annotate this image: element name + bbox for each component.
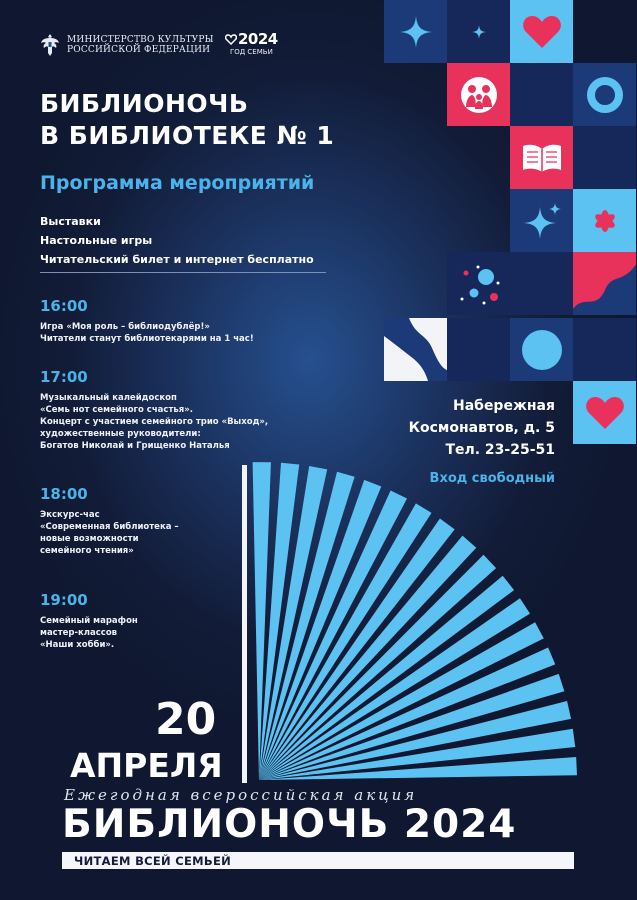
- address-line-2: Космонавтов, д. 5: [408, 420, 555, 436]
- slogan: ЧИТАЕМ ВСЕЙ СЕМЬЕЙ: [74, 854, 232, 868]
- title-line-1: БИБЛИОНОЧЬ: [40, 89, 249, 118]
- event-date-day: 20: [155, 694, 217, 745]
- program-subtitle: Программа мероприятий: [40, 172, 315, 194]
- free-entry-label: Вход свободный: [429, 471, 555, 486]
- event-description: Музыкальный калейдоскоп «Семь нот семейного счастья». Концерт с участием семейного трио «Выход», художественные руководители: Богатов Николай и Грищенко Наталья: [40, 393, 269, 451]
- ministry-name-line2: РОССИЙСКОЙ ФЕДЕРАЦИИ: [67, 45, 211, 55]
- event-description: Экскурс-час «Современная библиотека – новые возможности семейного чтения»: [40, 510, 179, 556]
- event-time: 16:00: [40, 297, 88, 315]
- annual-action-label: Ежегодная всероссийская акция: [64, 786, 418, 804]
- year-logo-text: 2024: [238, 30, 278, 48]
- event-description: Игра «Моя роль – библиодублёр!» Читатели станут библиотекарями на 1 час!: [40, 322, 254, 344]
- feature-item: Настольные игры: [40, 234, 153, 247]
- ministry-name-line1: МИНИСТЕРСТВО КУЛЬТУРЫ: [67, 35, 214, 45]
- feature-item: Читательский билет и интернет бесплатно: [40, 253, 314, 266]
- feature-item: Выставки: [40, 215, 101, 228]
- year-logo-caption: ГОД СЕМЬИ: [229, 48, 273, 56]
- phone-number: Тел. 23-25-51: [445, 442, 555, 458]
- event-time: 18:00: [40, 485, 88, 503]
- event-time: 17:00: [40, 368, 88, 386]
- address-line-1: Набережная: [453, 398, 555, 414]
- event-time: 19:00: [40, 591, 88, 609]
- event-date-month: АПРЕЛЯ: [70, 746, 223, 785]
- event-description: Семейный марафон мастер-классов «Наши хобби».: [40, 616, 138, 650]
- event-name: БИБЛИОНОЧЬ 2024: [62, 802, 517, 847]
- title-line-2: В БИБЛИОТЕКЕ № 1: [40, 121, 335, 150]
